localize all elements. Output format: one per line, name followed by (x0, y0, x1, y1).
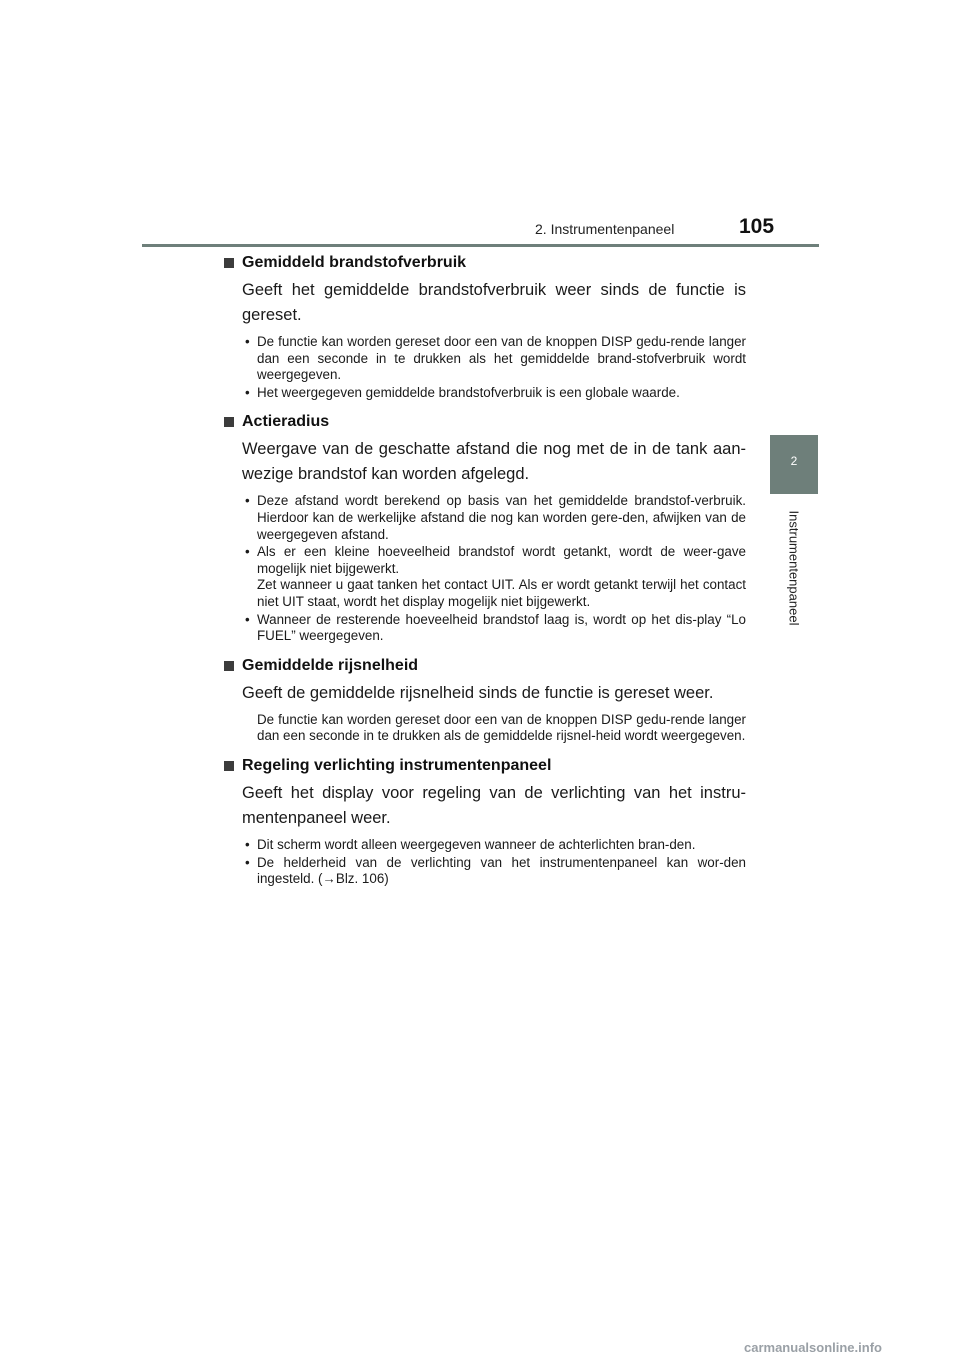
section-description: Geeft het display voor regeling van de verlichting van het instru-mentenpaneel weer. (242, 783, 746, 827)
section-average-speed (224, 657, 746, 745)
square-bullet-icon (224, 661, 234, 671)
note-list (242, 493, 746, 644)
note-list (242, 837, 746, 888)
square-bullet-icon (224, 761, 234, 771)
section-panel-lighting (224, 757, 746, 888)
note-item: • Het weergegeven gemiddelde brandstofverbruik is een globale waarde. (242, 385, 746, 402)
note-item: • Deze afstand wordt berekend op basis van het gemiddelde brandstof-verbruik. Hierdoor kan de werkelijke afstand die nog kan worden gere-den, afwijken van de weergegeven afstand. (242, 493, 746, 543)
section-title: Regeling verlichting instrumentenpaneel (224, 757, 746, 775)
note-item: • De helderheid van de verlichting van het instrumentenpaneel kan wor-den ingesteld. (→Blz. 106) (242, 855, 746, 888)
note-item: • Wanneer de resterende hoeveelheid brandstof laag is, wordt op het dis-play “Lo FUEL” weergegeven. (242, 612, 746, 645)
section-average-fuel-consumption (224, 254, 746, 401)
section-description: Weergave van de geschatte afstand die nog met de in de tank aan-wezige brandstof kan worden afgelegd. (242, 440, 746, 484)
section-description: Geeft de gemiddelde rijsnelheid sinds de functie is gereset weer. (242, 683, 714, 702)
section-title: Actieradius (224, 413, 746, 431)
note-item: • Als er een kleine hoeveelheid brandstof wordt getankt, wordt de weer-gave mogelijk niet bijgewerkt. Zet wanneer u gaat tanken het contact UIT. Als er wordt getankt terwijl het contact niet UIT staat, wordt het display mogelijk niet bijgewerkt. (242, 544, 746, 610)
note-item: • De functie kan worden gereset door een van de knoppen DISP gedu-rende langer dan een seconde in te drukken als het gemiddelde brand-stofverbruik wordt weergegeven. (242, 334, 746, 384)
note-list (242, 334, 746, 401)
chapter-tab-number: 2 (790, 454, 798, 468)
chapter-tab (770, 435, 818, 494)
page-number: 105 (739, 215, 775, 238)
note-item: • Dit scherm wordt alleen weergegeven wanneer de achterlichten bran-den. (242, 837, 746, 854)
square-bullet-icon (224, 258, 234, 268)
page-content (224, 254, 746, 900)
note-text: De functie kan worden gereset door een van de knoppen DISP gedu-rende langer dan een seconde in te drukken als de gemiddelde rijsnel-heid wordt weergegeven. (257, 711, 746, 744)
header-section-title: 2. Instrumentenpaneel (535, 221, 675, 237)
section-description: Geeft het gemiddelde brandstofverbruik weer sinds de functie is gereset. (242, 281, 746, 324)
square-bullet-icon (224, 417, 234, 427)
section-title: Gemiddelde rijsnelheid (224, 657, 746, 675)
section-range (224, 413, 746, 644)
watermark: carmanualsonline.info (744, 1340, 882, 1355)
chapter-tab-label: Instrumentenpaneel (786, 510, 802, 626)
header-divider (142, 244, 819, 247)
section-title: Gemiddeld brandstofverbruik (224, 254, 746, 272)
